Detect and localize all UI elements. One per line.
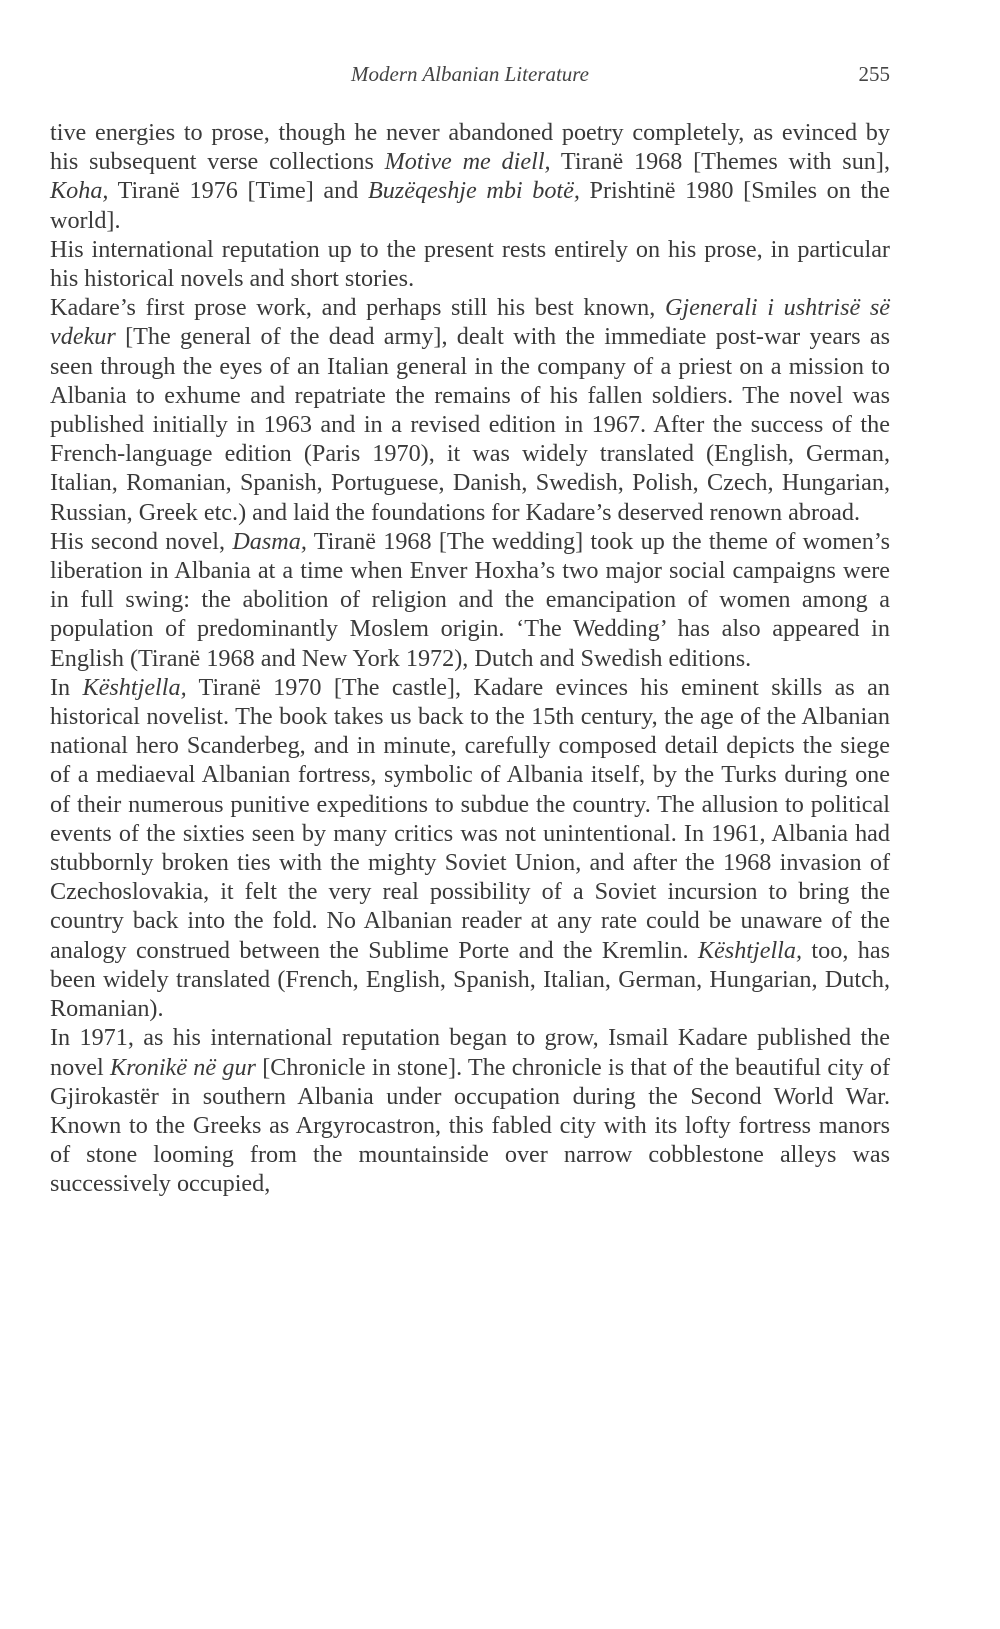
text-run: Kadare’s first prose work, and perhaps still his best known, xyxy=(50,294,665,322)
running-head xyxy=(50,62,890,92)
running-head-title: Modern Albanian Literature xyxy=(351,62,589,86)
italic-title-run: Kështjella, xyxy=(82,673,187,701)
italic-title-run: Motive me diell, xyxy=(384,148,551,176)
text-run: Prishtinë 1980 [Smiles on the world]. xyxy=(50,177,890,234)
italic-title-run: Kronikë në gur xyxy=(110,1053,256,1081)
text-run: [The general of the dead army], dealt with the immediate post-war years as seen through the eyes of an Italian general in the company of a priest on a mission to Albania to exhume and repatriate the remains of his fallen soldiers. The novel was published initially in 1963 and in a revised edition in 1967. After the success of the French-language edition (Paris 1970), it was widely translated (English, German, Italian, Romanian, Spanish, Portuguese, Danish, Swedish, Polish, Czech, Hungarian, Russian, Greek etc.) and laid the foundations for Kadare’s deserved renown abroad. xyxy=(50,323,890,526)
text-run: Tiranë 1970 [The castle], Kadare evinces his eminent skills as an historical novelist. The book takes us back to the 15th century, the age of the Albanian national hero Scanderbeg, and in minute, carefully composed detail depicts the siege of a mediaeval Albanian fortress, symbolic of Albania itself, by the Turks during one of their numerous punitive expeditions to subdue the country. The allusion to political events of the sixties seen by many critics was not unintentional. In 1961, Albania had stubbornly broken ties with the mighty Soviet Union, and after the 1968 invasion of Czechoslovakia, it felt the very real possibility of a Soviet incursion to bring the country back into the fold. No Albanian reader at any rate could be unaware of the analogy construed between the Sublime Porte and the Kremlin. xyxy=(50,673,890,964)
paragraph xyxy=(50,235,890,293)
text-run: In 1971, as his international reputation began to grow, Ismail Kadare published the novel xyxy=(50,1024,890,1081)
text-run: His international reputation up to the present rests entirely on his prose, in particular his historical novels and short stories. xyxy=(50,235,890,293)
text-run: too, has been widely translated (French, English, Spanish, Italian, German, Hungarian, Dutch, Romanian). xyxy=(50,936,890,1023)
text-run: Tiranë 1976 [Time] and xyxy=(108,177,368,205)
text-run: [Chronicle in stone]. The chronicle is that of the beautiful city of Gjirokastër in southern Albania under occupation during the Second World War. Known to the Greeks as Argyrocastron, this fabled city with its lofty fortress manors of stone looming from the mountainside over narrow cobblestone alleys was successively occupied, xyxy=(50,1053,890,1198)
text-run: tive energies to prose, though he never abandoned poetry completely, as evinced by his subsequent verse collections xyxy=(50,119,890,176)
italic-title-run: Gjenerali i ushtrisë së vdekur xyxy=(50,294,891,351)
paragraph xyxy=(50,1023,890,1198)
paragraph xyxy=(50,673,890,1023)
italic-title-run: Koha, xyxy=(50,177,109,205)
italic-title-run: Buzëqeshje mbi botë, xyxy=(367,177,580,205)
paragraph xyxy=(50,293,890,527)
text-run: His second novel, xyxy=(50,527,233,555)
italic-title-run: Kështjella, xyxy=(697,936,803,964)
page-number: 255 xyxy=(858,62,890,86)
body-text xyxy=(50,118,890,1199)
paragraph xyxy=(50,118,890,235)
italic-title-run: Dasma, xyxy=(232,527,307,555)
paragraph xyxy=(50,527,890,673)
text-run: In xyxy=(50,673,83,701)
text-run: Tiranë 1968 [The wedding] took up the theme of women’s liberation in Albania at a time when Enver Hoxha’s two major social campaigns were in full swing: the abolition of religion and the emancipation of women among a population of predominantly Moslem origin. ‘The Wedding’ has also appeared in English (Tiranë 1968 and New York 1972), Dutch and Swedish editions. xyxy=(50,527,890,672)
text-run: Tiranë 1968 [Themes with sun], xyxy=(550,148,890,176)
